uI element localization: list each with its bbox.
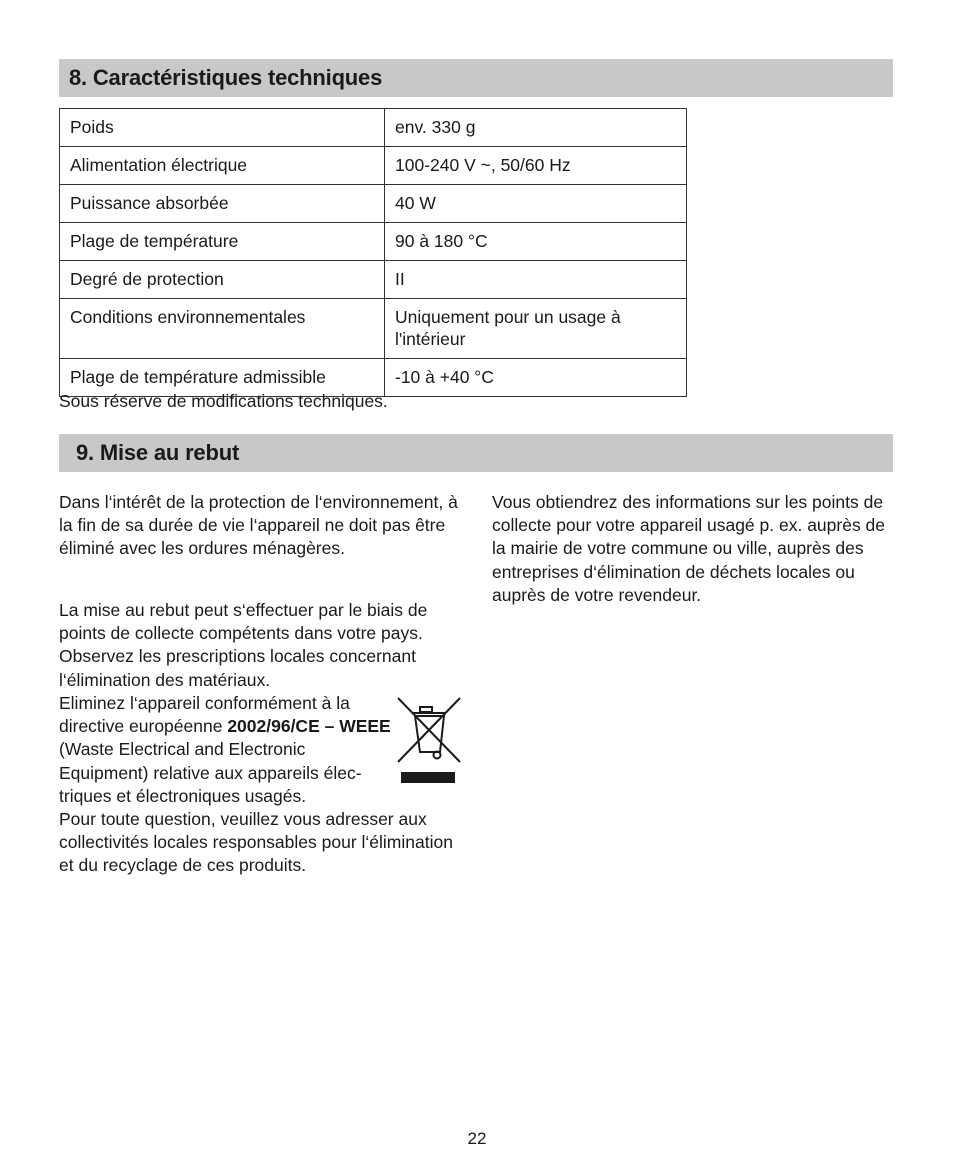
table-row [60, 261, 687, 299]
table-row [60, 147, 687, 185]
weee-directive: 2002/96/CE – WEEE [227, 716, 391, 737]
disposal-paragraph-5: Vous obtiendrez des informations sur les points de collecte pour votre appareil usagé p. ex. auprès de la mairie de votre commune ou ville, auprès des entreprises d‘élimination de déchets locales ou auprès de votre revendeur. [492, 492, 886, 605]
spec-key: Conditions environnementales [60, 299, 385, 359]
spec-key: Degré de protection [60, 261, 385, 299]
table-row [60, 185, 687, 223]
spec-value: -10 à +40 °C [385, 359, 687, 397]
crossed-out-wheelie-bin-icon [396, 696, 462, 786]
section-header-disposal [59, 434, 893, 472]
weee-text-a: Eliminez l‘appareil conformément à la directive européenne [59, 693, 350, 737]
spec-key: Plage de température [60, 223, 385, 261]
spec-key: Puissance absorbée [60, 185, 385, 223]
spec-value: II [385, 261, 687, 299]
disposal-paragraph-3 [59, 692, 399, 808]
technical-note: Sous réserve de modifications techniques. [59, 391, 388, 411]
specs-table [59, 108, 687, 397]
spec-value: 90 à 180 °C [385, 223, 687, 261]
spec-key: Plage de température admissible [60, 359, 385, 397]
section-title: 9. Mise au rebut [76, 440, 240, 465]
spec-key: Poids [60, 109, 385, 147]
disposal-paragraph-4: Pour toute question, veuillez vous adresser aux collectivités locales responsables pour l‘élimination et du recyclage de ces produits. [59, 809, 453, 876]
weee-text-b: (Waste Electrical and Electronic Equipment) relative aux appareils élec- triques et électroniques usagés. [59, 739, 362, 806]
section-header-specs [59, 59, 893, 97]
spec-value: Uniquement pour un usage à l'intérieur [385, 299, 687, 359]
disposal-paragraph-2: La mise au rebut peut s‘effectuer par le biais de points de collecte compétents dans votre pays. Observez les prescriptions locales concernant l‘élimination des matériaux. [59, 600, 428, 690]
table-row [60, 299, 687, 359]
section-title: 8. Caractéristiques techniques [69, 65, 383, 90]
spec-value: 100-240 V ~, 50/60 Hz [385, 147, 687, 185]
spec-value: 40 W [385, 185, 687, 223]
spec-key: Alimentation électrique [60, 147, 385, 185]
spec-value: env. 330 g [385, 109, 687, 147]
table-row [60, 109, 687, 147]
disposal-paragraph-1: Dans l‘intérêt de la protection de l‘environnement, à la fin de sa durée de vie l‘appareil ne doit pas être éliminé avec les ordures ménagères. [59, 492, 458, 559]
table-row [60, 223, 687, 261]
page-number: 22 [467, 1129, 487, 1148]
